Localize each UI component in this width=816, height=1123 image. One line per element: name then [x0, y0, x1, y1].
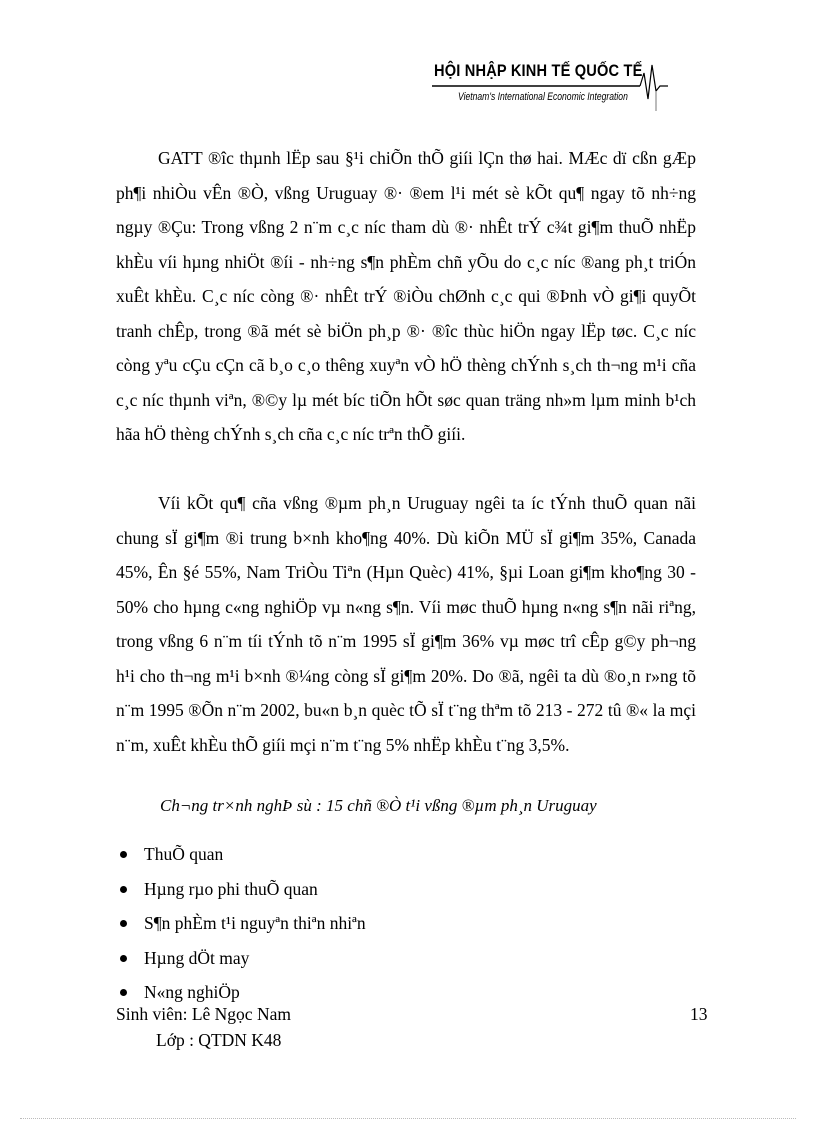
page-bottom-rule	[20, 1118, 796, 1119]
logo-title: HỘI NHẬP KINH TẾ QUỐC TẾ	[434, 61, 643, 80]
footer-student: Sinh viên: Lê Ngọc Nam	[116, 1004, 291, 1024]
paragraph-2: Víi kÕt qu¶ cña vßng ®µm ph¸n Uruguay ngêi ta íc tÝnh thuÕ quan nãi chung sÏ gi¶m ®i trung b×nh kho¶ng 40%. Dù kiÕn MÜ sÏ gi¶m 35%, Canada 45%, Ên §é 55%, Nam TriÒu Tiªn (Hµn Quèc) 41%, §µi Loan gi¶m kho¶ng 30 - 50% cho hµng c«ng nghiÖp vµ n«ng s¶n. Víi møc thuÕ hµng n«ng s¶n nãi riªng, trong vßng 6 n¨m tíi tÝnh tõ n¨m 1995 sÏ gi¶m 36% vµ møc trî cÊp g©y ph¬ng h¹i cho th¬ng m¹i b×nh ®¼ng còng sÏ gi¶m 20%. Do ®ã, ngêi ta dù ®o¸n r»ng tõ n¨m 1995 ®Õn n¨m 2002, bu«n b¸n quèc tÕ sÏ t¨ng thªm tõ 213 - 272 tû ®« la mçi n¨m, xuÊt khÈu thÕ giíi mçi n¨m t¨ng 5% nhËp khÈu t¨ng 3,5%.	[116, 493, 696, 755]
page-number: 13	[690, 1004, 708, 1024]
bullet-icon	[120, 920, 127, 927]
footer-class: Lớp : QTDN K48	[156, 1030, 282, 1050]
header-logo	[420, 55, 672, 117]
agenda-list	[116, 837, 366, 1010]
bullet-icon	[120, 886, 127, 893]
bullet-icon	[120, 989, 127, 996]
paragraph-1: GATT ®îc thµnh lËp sau §¹i chiÕn thÕ giíi lÇn thø hai. MÆc dï cßn gÆp ph¶i nhiÒu vÊn ®Ò, vßng Uruguay ®· ®em l¹i mét sè kÕt qu¶ ngay tõ nh÷ng ngµy ®Çu: Trong vßng 2 n¨m c¸c níc tham dù ®· nhÊt trÝ c¾t gi¶m thuÕ nhËp khÈu víi hµng nhiÖt ®íi - nh÷ng s¶n phÈm chñ yÕu do c¸c níc ®ang ph¸t triÓn xuÊt khÈu. C¸c níc còng ®· nhÊt trÝ ®iÒu chØnh c¸c qui ®Þnh vÒ gi¶i quyÕt tranh chÊp, trong ®ã mét sè biÖn ph¸p ®· ®îc thùc hiÖn ngay lËp tøc. C¸c níc còng yªu cÇu cÇn cã b¸o c¸o thêng xuyªn vÒ hÖ thèng chÝnh s¸ch th¬ng m¹i cña c¸c níc thµnh viªn, ®©y lµ mét bíc tiÕn hÕt søc quan träng nh»m lµm minh b¹ch hãa hÖ thèng chÝnh s¸ch cña c¸c níc trªn thÕ giíi.	[116, 148, 696, 444]
logo-subtitle: Vietnam's International Economic Integration	[458, 91, 628, 103]
list-item: S¶n phÈm t¹i nguyªn thiªn nhiªn	[116, 906, 366, 941]
list-item: ThuÕ quan	[116, 837, 366, 872]
list-item: Hµng rµo phi thuÕ quan	[116, 872, 366, 907]
list-item: Hµng dÖt may	[116, 941, 366, 976]
agenda-caption: Ch¬ng tr×nh nghÞ sù : 15 chñ ®Ò t¹i vßng ®µm ph¸n Uruguay	[160, 796, 597, 815]
bullet-icon	[120, 955, 127, 962]
bullet-icon	[120, 851, 127, 858]
list-item: N«ng nghiÖp	[116, 975, 366, 1010]
